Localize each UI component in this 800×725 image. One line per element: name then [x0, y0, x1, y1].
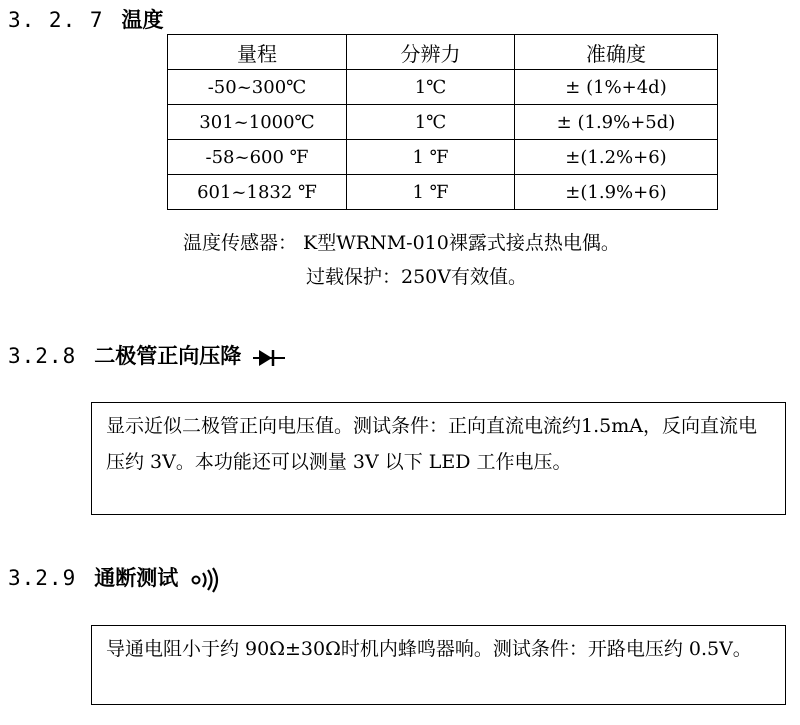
table-row: [168, 70, 718, 105]
table-row: [168, 175, 718, 210]
continuity-sound-icon: [190, 567, 220, 593]
table-cell: ±(1.2%+6): [515, 140, 718, 175]
header-resolution: 分辨力: [347, 35, 515, 70]
table-cell: 1 ℉: [347, 175, 515, 210]
header-accuracy: 准确度: [515, 35, 718, 70]
section-title: 温度: [121, 8, 164, 32]
sensor-note: 温度传感器： K型WRNM-010裸露式接点热电偶。: [183, 232, 620, 254]
table-cell: 1 ℉: [347, 140, 515, 175]
table-header-row: [168, 35, 718, 70]
table-cell: ± (1%+4d): [515, 70, 718, 105]
section-number: 3.2.8: [8, 344, 77, 368]
table-cell: 1℃: [347, 105, 515, 140]
continuity-description-box: 导通电阻小于约 90Ω±30Ω时机内蜂鸣器响。测试条件：开路电压约 0.5V。: [91, 625, 786, 705]
diode-description-box: 显示近似二极管正向电压值。测试条件：正向直流电流约1.5mA，反向直流电压约 3V。本功能还可以测量 3V 以下 LED 工作电压。: [91, 402, 786, 515]
section-number: 3.2.9: [8, 566, 77, 590]
table-cell: -50~300℃: [168, 70, 347, 105]
section-number: 3. 2. 7: [8, 8, 104, 32]
header-range: 量程: [168, 35, 347, 70]
section-title: 通断测试: [94, 566, 179, 590]
table-cell: 301~1000℃: [168, 105, 347, 140]
table-cell: 1℃: [347, 70, 515, 105]
section-heading-diode: [8, 340, 285, 370]
section-title: 二极管正向压降: [94, 344, 242, 368]
table-cell: ±(1.9%+6): [515, 175, 718, 210]
temperature-spec-table: [167, 34, 718, 210]
table-row: [168, 140, 718, 175]
table-cell: 601~1832 ℉: [168, 175, 347, 210]
table-cell: -58~600 ℉: [168, 140, 347, 175]
section-heading-temperature: [8, 4, 164, 34]
section-heading-continuity: [8, 562, 220, 593]
overload-protection-note: 过载保护：250V有效值。: [306, 266, 527, 288]
table-row: [168, 105, 718, 140]
diode-icon: [253, 348, 285, 368]
table-cell: ± (1.9%+5d): [515, 105, 718, 140]
